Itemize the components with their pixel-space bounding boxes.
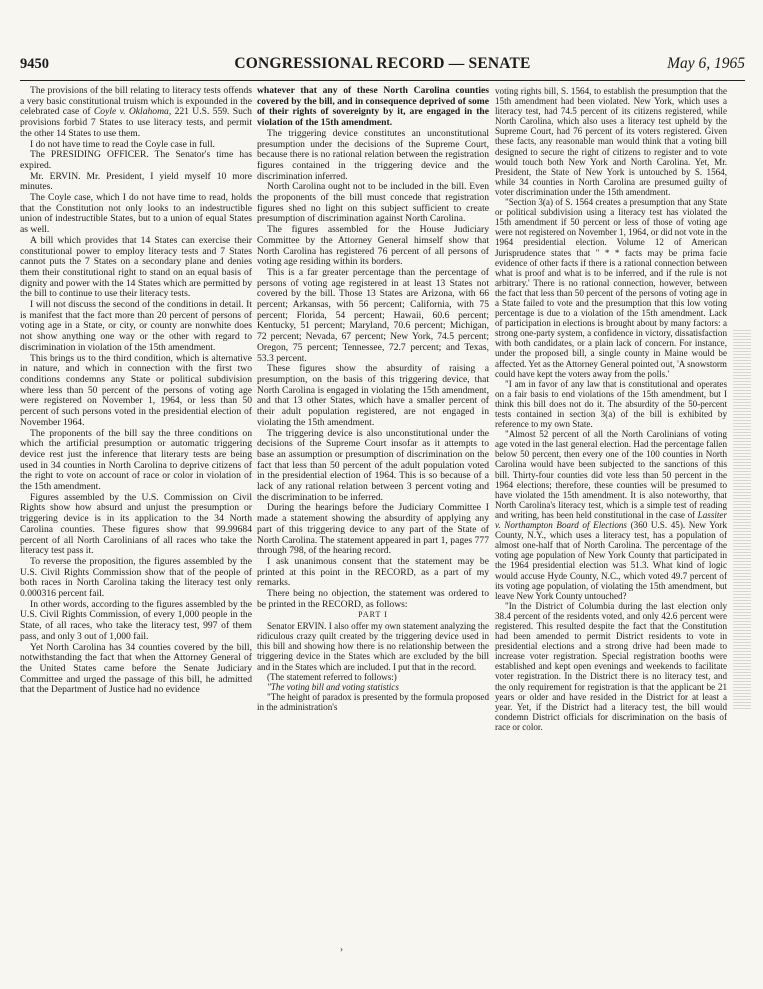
- paragraph: voting rights bill, S. 1564, to establish the presumption that the 15th amendment had been violated. New York, which uses a literacy test, had 74.5 percent of its citizens registered, while North Carolina, which also uses a literacy test upheld by the Supreme Court, had 76 percent of its voters registered. Given these facts, any reasonable man would think that a voting bill designed to secure the right of citizens to register and to vote would touch both New York and North Carolina. Yet, Mr. President, the State of New York is untouched by S. 1564, while 34 counties in North Carolina are presumed guilty of voter discrimination under the 15th amendment.: [495, 86, 727, 197]
- paragraph: "I am in favor of any law that is constitutional and operates on a fair basis to end violations of the 15th amendment, but I think this bill does not do it. The absurdity of the 50-percent tests contained in section 3(a) of the bill is exhibited by reference to my own State.: [495, 378, 727, 430]
- paragraph: The proponents of the bill say the three conditions on which the artificial presumption or automatic triggering device rest just the inference that literary tests are being used in 34 counties in North Carolina to deprive citizens of the right to vote on account of race or color in violation of the 15th amendment.: [20, 427, 252, 493]
- paragraph: Figures assembled by the U.S. Commission on Civil Rights show how absurd and unjust the presumption or triggering device is in its application to the 34 North Carolina counties. These figures show that 99.99684 percent of all North Carolinians of all races who take the literacy test pass it.: [20, 491, 252, 557]
- paragraph-bold: whatever that any of these North Carolina counties covered by the bill, and in consequence deprived of some of their rights of sovereignty by it, are engaged in the violation of the 15th amendment.: [257, 86, 489, 129]
- text-column-1: [20, 86, 252, 958]
- paragraph: Senator ERVIN. I also offer my own statement analyzing the ridiculous crazy quilt created by the triggering device used in this bill and showing how there is no relationship between the triggering device in the States which are excluded by the bill and in the States which are included. I put that in the record.: [257, 621, 489, 672]
- issue-date: May 6, 1965: [667, 55, 745, 72]
- page-header: [20, 54, 745, 81]
- section-heading: PART I: [358, 610, 388, 620]
- paragraph: (The statement referred to follows:): [267, 671, 397, 682]
- paragraph: A bill which provides that 14 States can exercise their constitutional power to employ literacy tests and 7 States cannot puts the 7 States on a secondary plane and denies them their constitutional right to stand on an equal basis of dignity and power with the 14 States which are permitted by the bill to continue to use their literacy tests.: [20, 234, 252, 300]
- paragraph: The triggering device constitutes an unconstitutional presumption under the decisions of the Supreme Court, because there is no rational relation between the registration figures contained in the triggering device and the discrimination inferred.: [257, 127, 489, 182]
- paragraph: I do not have time to read the Coyle case in full.: [30, 138, 215, 150]
- paragraph: The Coyle case, which I do not have time to read, holds that the Constitution not only looks to an indestructible union of indestructible States, but to a union of equal States as well.: [20, 192, 252, 236]
- paragraph: These figures show the absurdity of raising a presumption, on the basis of this triggering device, that North Carolina is engaged in violating the 15th amendment, and that 13 other States, which have a smaller percent of their adult population registered, are not engaged in violating the 15th amendment.: [257, 363, 489, 428]
- page-number: 9450: [20, 56, 49, 72]
- publication-title: CONGRESSIONAL RECORD — SENATE: [234, 55, 531, 72]
- paragraph: "The height of paradox is presented by the formula proposed in the administration's: [257, 691, 489, 712]
- paragraph: "Almost 52 percent of all the North Carolinians of voting age voted in the last general election. Had the percentage fallen below 50 percent, then every one of the 100 counties in North Carolina would have been subjected to the sanctions of this bill. Thirty-four counties did vote less than 50 percent in the 1964 elections; therefore, these counties will be presumed to have violated the 15th amendment. It is also noteworthy, that North Carolina's literacy test, which is a simple test of reading and writing, has been held constitutional in the case of Lassiter v. Northampton Board of Elections (360 U.S. 45). New York County, N.Y., which uses a literacy test, has a population of almost one-half that of North Carolina. The percentage of the voting age population of New York County that participated in the 1964 presidential election was 51.3. What kind of logic would accuse Hyde County, N.C., which voted 49.7 percent of its voting age population, of violating the 15th amendment, but leave New York County untouched?: [495, 429, 727, 601]
- paragraph: In other words, according to the figures assembled by the U.S. Civil Rights Commission, of every 1,000 people in the State, of all races, who take the literacy test, 997 of them pass, and only 3 out of 1,000 fail.: [20, 598, 252, 642]
- speaker-name: Mr. ERVIN.: [30, 170, 81, 182]
- paragraph: "Section 3(a) of S. 1564 creates a presumption that any State or political subdivision using a literacy test has violated the 15th amendment if 50 percent or less of those of voting age were not registered on November 1, 1964, or did not vote in the 1964 presidential election. Volume 12 of American Jurisprudence states that " * * facts may be prima facie evidence of other facts if there is a rational connection between what is proof and what is to be inferred, and if the rule is not arbitrary.' There is no rational connection, however, between the fact that less than 50 percent of the persons of voting age in a State failed to vote and the presumption that this low voting percentage is due to a violation of the 15th amendment. Lack of participation in elections is brought about by many factors: a strong one-party system, a confidence in victory, dissatisfaction with both candidates, or a plain lack of concern. For instance, under the proposed bill, a single county in Maine would be affected. Yet as the Attorney General pointed out, 'A snowstorm could have kept the voters away from the polls.': [495, 197, 727, 379]
- speaker-name: The PRESIDING OFFICER.: [30, 149, 149, 161]
- text-column-2: [257, 86, 489, 958]
- paragraph: There being no objection, the statement was ordered to be printed in the RECORD, as follows:: [257, 588, 489, 610]
- paragraph: The triggering device is also unconstitutional under the decisions of the Supreme Court insofar as it attempts to base an assumption or presumption of discrimination on the fact that less than 50 percent of the adult population voted in the presidential election of 1964. This is so because of a lack of any rational relation between 3 percent voting and the discrimination to be inferred.: [257, 427, 489, 503]
- paragraph: The PRESIDING OFFICER. The Senator's time has expired.: [20, 149, 252, 171]
- paragraph: The figures assembled for the House Judiciary Committee by the Attorney General himself show that North Carolina has registered 76 percent of all persons of voting age residing within its borders.: [257, 224, 489, 268]
- paragraph: Mr. ERVIN. Mr. President, I yield myself 10 more minutes.: [20, 170, 252, 193]
- paragraph: This is a far greater percentage than the percentage of persons of voting age registered in at least 13 States not covered by the bill. Those 13 States are Arizona, with 66 percent; Arkansas, with 56 percent; California, with 75 percent; Florida, 54 percent; Hawaii, 60.6 percent; Kentucky, 51 percent; Maryland, 70.6 percent; Michigan, 72 percent; Nevada, 67 percent; New York, 74.5 percent; Oregon, 75 percent; Tennessee, 72.7 percent; and Texas, 53.3 percent.: [257, 266, 489, 364]
- page-footer-mark: ›: [340, 944, 343, 954]
- binding-edge-shadow: [733, 330, 751, 710]
- paragraph: "In the District of Columbia during the last election only 38.4 percent of the residents voted, and only 42.6 percent were registered. This resulted despite the fact that the Constitution had been amended to permit District residents to vote in presidential elections and a strong drive had been made to increase voter registration. Special registration booths were established and kept open evenings and weekends to facilitate voter registration. In the District there is no literacy test, and the only requirement for registration is that the applicant be 21 years or older and have resided in the District for at least a year. Yet, if the District had a literacy test, the bill would condemn District officials for discrimination on the basis of race or color.: [495, 600, 727, 732]
- paragraph: To reverse the proposition, the figures assembled by the U.S. Civil Rights Commission show that of the people of both races in North Carolina taking the literacy test only 0.000316 percent fail.: [20, 555, 252, 600]
- paragraph: I ask unanimous consent that the statement may be printed at this point in the RECORD, as a part of my remarks.: [257, 555, 489, 589]
- text-column-3: [495, 86, 727, 958]
- paragraph: This brings us to the third condition, which is alternative in nature, and which in connection with the first two conditions condemns any State or political subdivision where less than 50 percent of the persons of voting age were registered on November 1, 1964, or less than 50 percent of such persons voted in the presidential election of November 1964.: [20, 352, 252, 428]
- paragraph: Yet North Carolina has 34 counties covered by the bill, notwithstanding the fact that when the Attorney General of the United States came before the Senate Judiciary Committee and urged the passage of this bill, he admitted that the Department of Justice had no evidence: [20, 641, 252, 696]
- paragraph: North Carolina ought not to be included in the bill. Even the proponents of the bill must concede that registration figures shed no light on this subject sufficient to create presumption of discrimination against North Carolina.: [257, 181, 489, 225]
- paragraph: I will not discuss the second of the conditions in detail. It is manifest that the fact more than 20 percent of persons of voting age in a State, or city, or county are nonwhite does not show anything one way or the other with regard to discrimination in violation of the 15th amendment.: [20, 299, 252, 353]
- paragraph: The provisions of the bill relating to literacy tests offends a very basic constitutional truism which is expounded in the celebrated case of Coyle v. Oklahoma, 221 U.S. 559. Such provisions forbid 7 States to use literacy tests, and permit the other 14 States to use them.: [20, 86, 252, 139]
- paragraph: During the hearings before the Judiciary Committee I made a statement showing the absurdity of applying any part of this triggering device to any part of the State of North Carolina. The statement appeared in part 1, pages 777 through 798, of the hearing record.: [257, 502, 489, 557]
- subheading: "The voting bill and voting statistics: [267, 681, 399, 692]
